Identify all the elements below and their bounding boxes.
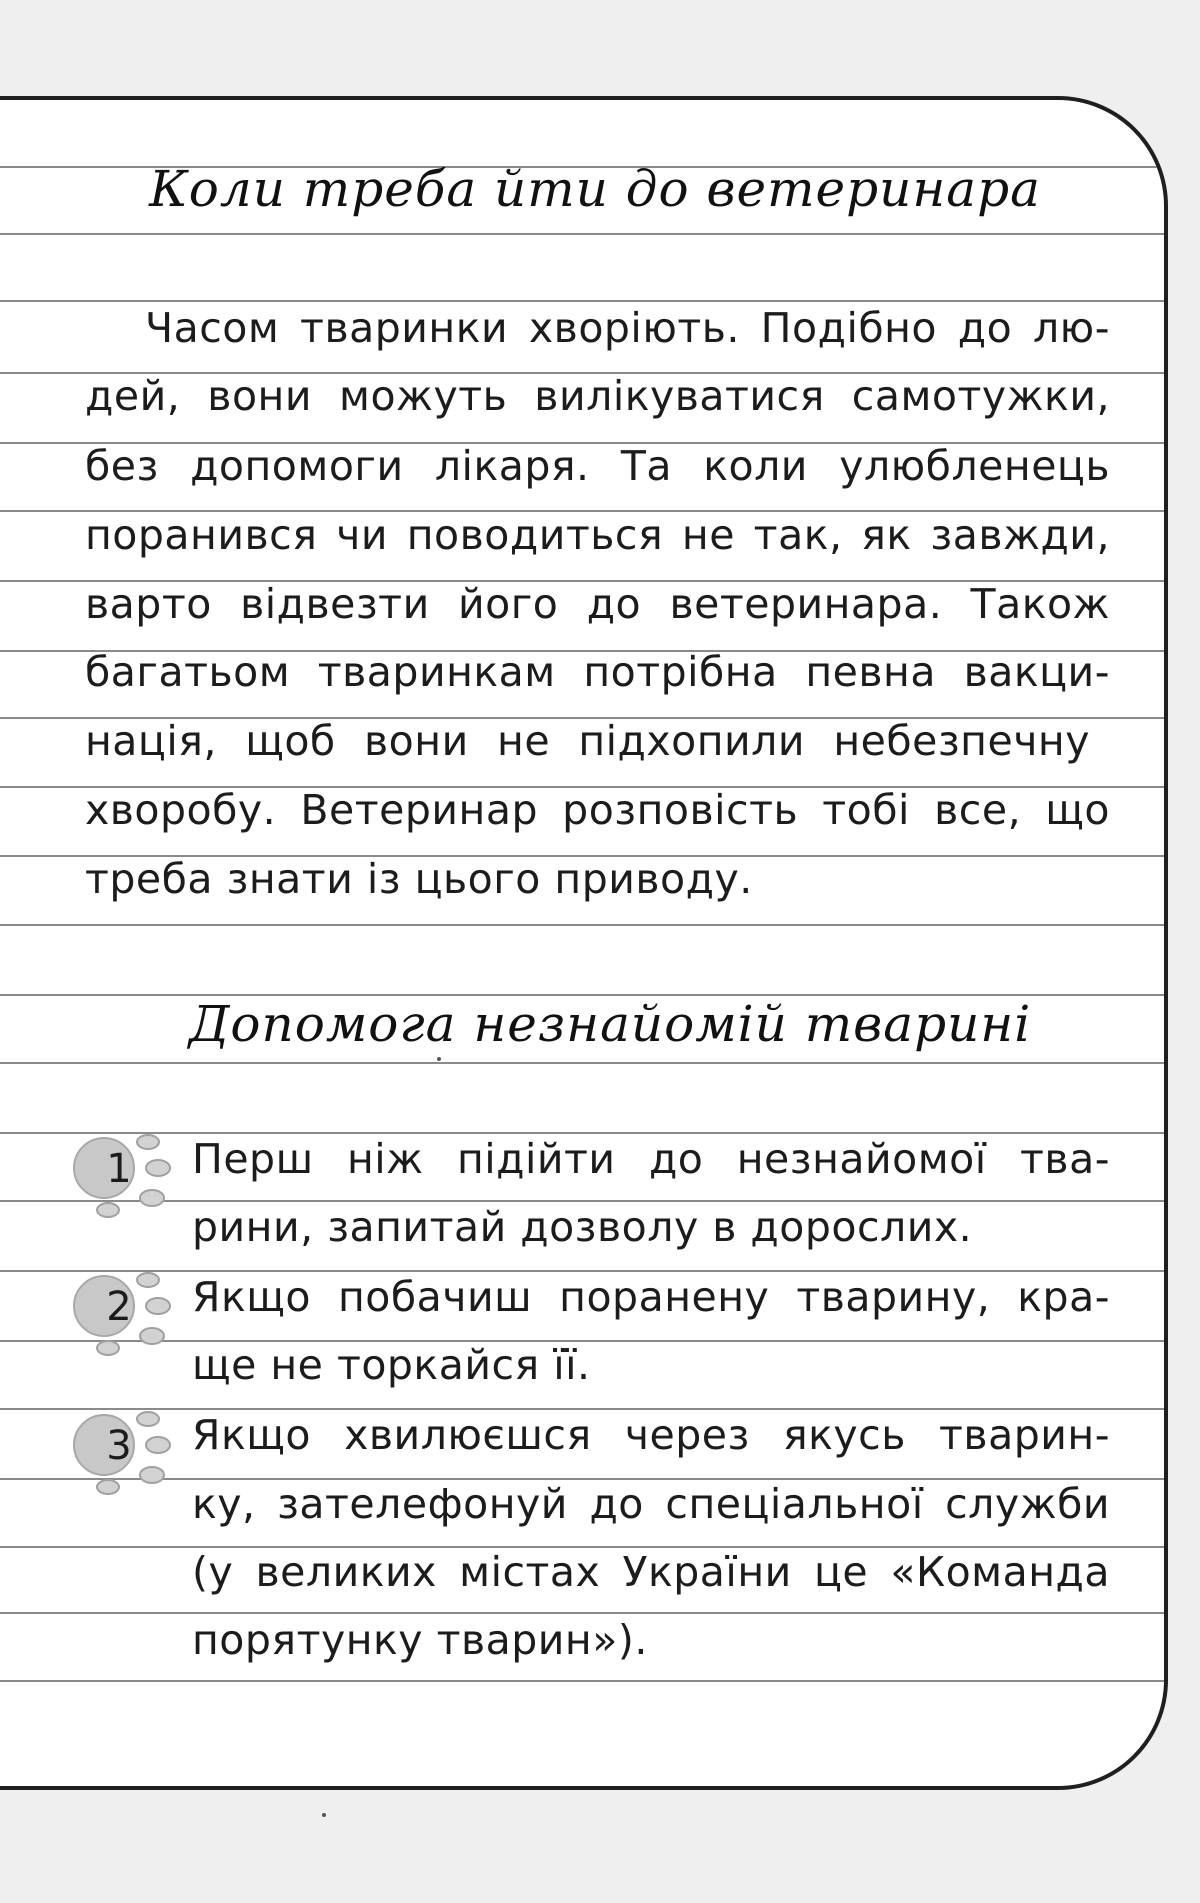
paragraph-line: хворобу. Ветеринар розповість тобі все, що — [85, 786, 1110, 834]
list-item-line: (у великих містах України це «Команда — [192, 1548, 1110, 1596]
item-number: 1 — [106, 1146, 132, 1192]
ink-speck — [322, 1813, 326, 1817]
paw-bullet-2 — [68, 1266, 178, 1386]
paragraph-line: нація, щоб вони не підхопили небезпечну — [85, 717, 1090, 765]
list-item-line: Якщо хвилюєшся через якусь тварин- — [192, 1411, 1110, 1459]
section-title-help: Допомога незнайомій тварині — [188, 995, 1032, 1053]
item-number: 3 — [106, 1423, 132, 1469]
ink-speck — [437, 1057, 441, 1061]
paragraph-line: поранився чи поводиться не так, як завжди, — [85, 511, 1110, 559]
ruled-line — [0, 233, 1164, 235]
paragraph-line: без допомоги лікаря. Та коли улюбленець — [85, 442, 1110, 490]
item-number: 2 — [106, 1284, 132, 1330]
ruled-line — [0, 1062, 1164, 1064]
ruled-line — [0, 924, 1164, 926]
paw-bullet-1 — [68, 1128, 178, 1248]
ruled-line — [0, 300, 1164, 302]
list-item-line: ку, зателефонуй до спеціальної служби — [192, 1480, 1110, 1528]
ruled-line — [0, 1680, 1164, 1682]
paragraph-line: багатьом тваринкам потрібна певна вакци- — [85, 648, 1110, 696]
list-item-line: ще не торкайся її. — [192, 1341, 591, 1389]
list-item-line: рини, запитай дозволу в дорослих. — [192, 1203, 973, 1251]
paragraph-line: треба знати із цього приводу. — [85, 855, 753, 903]
paragraph-line: варто відвезти його до ветеринара. Також — [85, 580, 1110, 628]
list-item-line: порятунку тварин»). — [192, 1616, 648, 1664]
ruled-line — [0, 1612, 1164, 1614]
paw-bullet-3 — [68, 1405, 178, 1525]
paragraph-line: Часом тваринки хворіють. Подібно до лю- — [145, 304, 1110, 352]
list-item-line: Якщо побачиш поранену тварину, кра- — [192, 1273, 1110, 1321]
list-item-line: Перш ніж підійти до незнайомої тва- — [192, 1135, 1110, 1183]
paragraph-line: дей, вони можуть вилікуватися самотужки, — [85, 372, 1110, 420]
section-title-vet: Коли треба йти до ветеринара — [149, 160, 1041, 218]
